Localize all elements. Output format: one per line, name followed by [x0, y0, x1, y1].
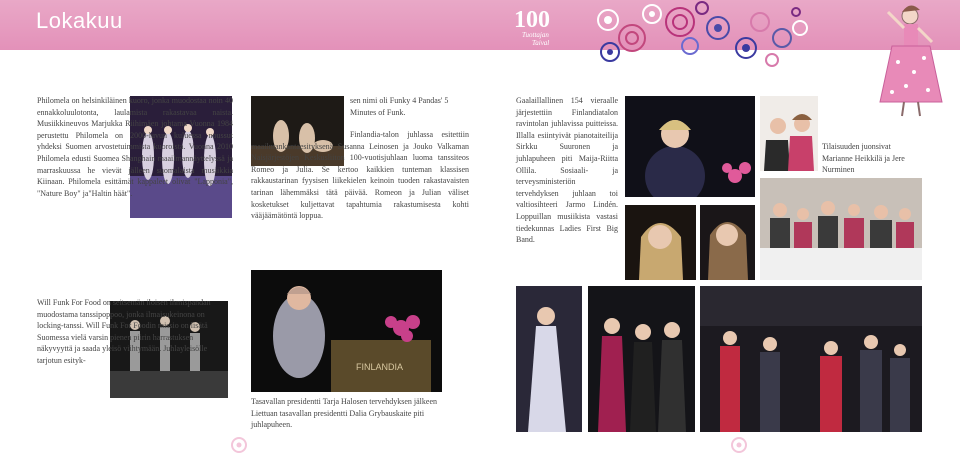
caption-halonen: [251, 396, 447, 431]
photo-singer-1: [625, 205, 696, 280]
will-funk-paragraph: Will Funk For Food on seitsemän iloisen ihmispandan muodostama tanssipoppoo, jonka ilmaisukeinona on locking-tanssi. Will Funk For Foodin missio on lisätä Suomessa vielä varsin pienen piirin harrastuksen näkyvyyttä ja saada yleisö viihtymään. Juhlayleisölle tarjotun esityk-: [37, 298, 211, 365]
logo-number: 100: [514, 7, 550, 33]
footer-flower-icon-right: [730, 436, 748, 454]
page-title: Lokakuu: [36, 8, 123, 33]
photo-gala-ladies: [516, 286, 582, 432]
text-will-funk: [37, 297, 229, 367]
footer-flower-icon-left: [230, 436, 248, 454]
caption-hosts: [822, 141, 922, 176]
snowflake-flower-icon: [598, 2, 807, 66]
photo-speaker: [625, 96, 755, 197]
photo-dinner-guests: [760, 178, 922, 280]
photo-tarja-halonen: [251, 270, 442, 392]
gaala-paragraph: Gaalaillallinen 154 vieraalle järjestettiin Finlandiatalon ravintolan juhlavissa puitteissa. Illalla esiintyivät pianotaiteilija Sirkku Suuronen ja juhlapuheen piti Maija-Riitta Ollila. Sosiaali- ja terveysministeriön tervehdyksen juhlaan toi valtiosihteeri Jarmo Lindén. Loppuillan musiikista vastasi tiedekunnas Ladies First Big Band.: [516, 96, 618, 245]
photo-hosts: [760, 96, 818, 171]
logo-emblem: [510, 3, 568, 47]
photo-singer-2: [700, 205, 755, 280]
decorative-flowers: [590, 0, 840, 72]
text-funky-cont: [350, 95, 470, 118]
logo-subtext-2: Taival: [532, 39, 550, 47]
podium-text: FINLANDIA: [356, 362, 404, 372]
header-bar: [0, 0, 960, 50]
halonen-caption: Tasavallan presidentti Tarja Halosen tervehdyksen jälkeen Liettuan tasavallan presidentti Dalia Grybauskaite piti juhlapuheen.: [251, 397, 437, 430]
logo-subtext-1: Tuottajan: [522, 31, 549, 39]
text-philomela: [37, 95, 233, 199]
philomela-paragraph: Philomela on helsinkiläinen kuoro, jonka muodostaa noin 40 ennakkoluulotonta, laulamista rakastavaa naista. Musiikkineuvos Marjukka Riihimäen johtama Vuonna 1984 perustettu Philomela on 2000-luvun kuluessa noussut yhdeksi Suomen arvostetuimmista kuoroista. Vuonna 2010 Philomela edusti Suomea Shanghain maailmannäyttelyssä ja marraskuussa he vievät jälleen suomalaista musiikkia Kiinaan. Philomela esittämät kappaleet olivat "Lapponia", "Nature Boy" ja"Haltin häät".: [37, 96, 233, 198]
hosts-caption: Tilaisuuden juonsivat Marianne Heikkilä ja Jere Nurminen: [822, 142, 905, 175]
romeo-julia-paragraph: Finlandia-talon juhlassa esitettiin maailmankantaesityksenä Susanna Leinosen ja Jouko Valkaman Naisjärjestöjen Keskusliiton 100-vuotisjuhlaan luoma tanssiteos Romeo ja Julia. Se kertoo kaikkien tunteman klassisen rakkaustarinan fyysisen liikekielen keinoin tuoden rakastavaisten tarinan lähemmäksi tätä päivää. Romeon ja Julian väliset kosketukset kuljettavat tapahtumia rakastumisesta kohti vääjäämätöntä loppua.: [251, 130, 469, 221]
text-romeo-julia: [251, 129, 469, 222]
photo-gala-hall: [700, 286, 922, 432]
photo-gala-group: [588, 286, 695, 432]
text-gaala: [516, 95, 618, 246]
funky-continuation: sen nimi oli Funky 4 Pandas' 5 Minutes of Funk.: [350, 96, 449, 117]
lady-illustration: [862, 2, 952, 120]
